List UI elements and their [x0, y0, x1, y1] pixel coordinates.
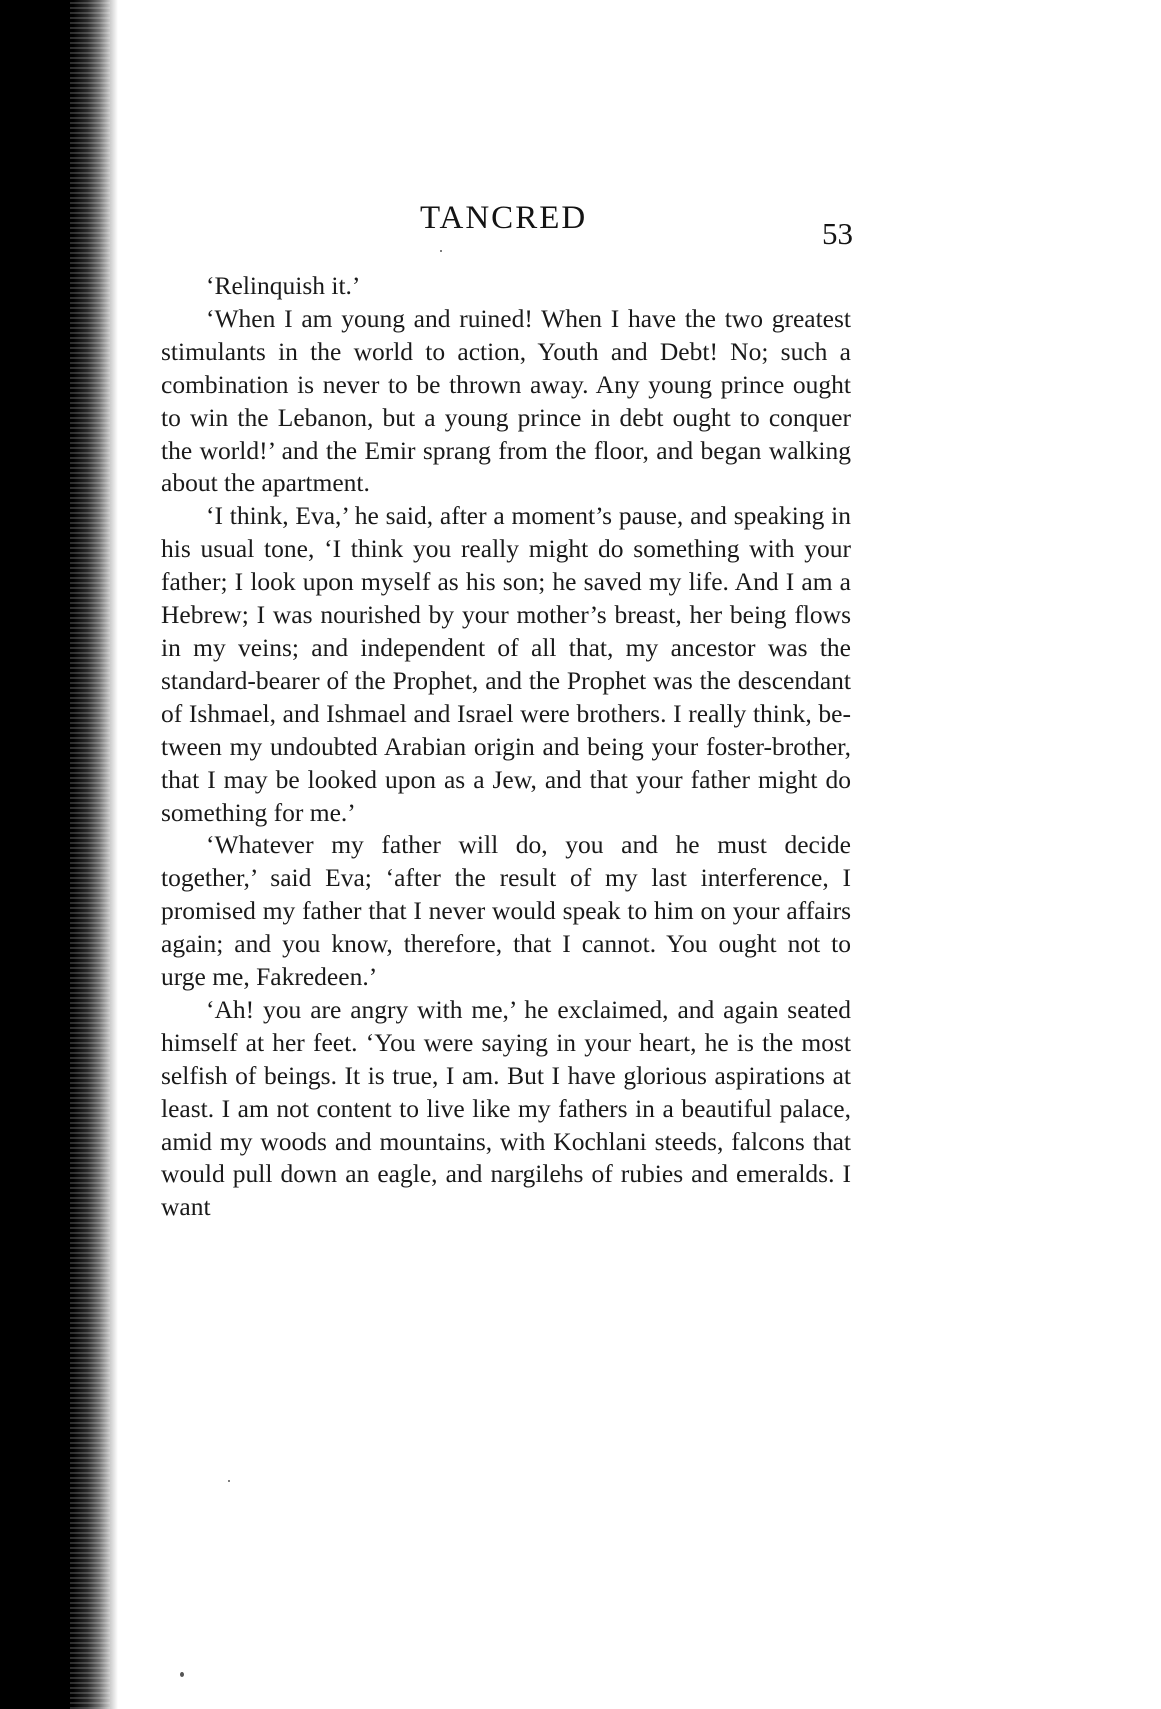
- paragraph: ‘Relinquish it.’: [206, 271, 361, 300]
- paragraph: ‘Whatever my father will do, you and he must decide together,’ said Eva; ‘after the result of my last interference, I promised my father that I never would speak to him on your affairs again; and you know, therefore, that I cannot. You ought not to urge me, Fakredeen.’: [161, 830, 851, 992]
- scan-speck: [440, 250, 442, 252]
- paragraph: ‘When I am young and ruined! When I have the two greatest stimulants in the world to action, Youth and Debt! No; such a combination is never to be thrown away. Any young prince ought to win the Lebanon, but a young prince in debt ought to conquer the world!’ and the Emir sprang from the floor, and began walking about the apartment.: [161, 303, 851, 498]
- body-text: [161, 270, 851, 1224]
- gutter-texture: [70, 0, 110, 1709]
- paragraph: ‘Ah! you are angry with me,’ he exclaimed, and again seated himself at her feet. ‘You were saying in your heart, he is the most selfish of beings. It is true, I am. But I have glorious aspirations at least. I am not content to live like my fathers in a beautiful palace, amid my woods and mountains, with Kochlani steeds, falcons that would pull down an eagle, and nargilehs of rubies and emeralds. I want: [161, 994, 851, 1222]
- paragraph: ‘I think, Eva,’ he said, after a moment’s pause, and speaking in his usual tone, ‘I think you really might do something with your father; I look upon myself as his son; he saved my life. And I am a Hebrew; I was nourished by your mother’s breast, her being flows in my veins; and independent of all that, my ancestor was the standard-bearer of the Prophet, and the Prophet was the descendant of Ishmael, and Ishmael and Israel were brothers. I really think, between my undoubted Arabian origin and being your foster-brother, that I may be looked upon as a Jew, and that your father might do something for me.’: [161, 501, 851, 827]
- scan-speck: [180, 1672, 184, 1677]
- scan-speck: [228, 1480, 230, 1482]
- book-title: TANCRED: [420, 200, 588, 236]
- running-head: [0, 200, 1161, 251]
- page-number: 53: [822, 216, 853, 251]
